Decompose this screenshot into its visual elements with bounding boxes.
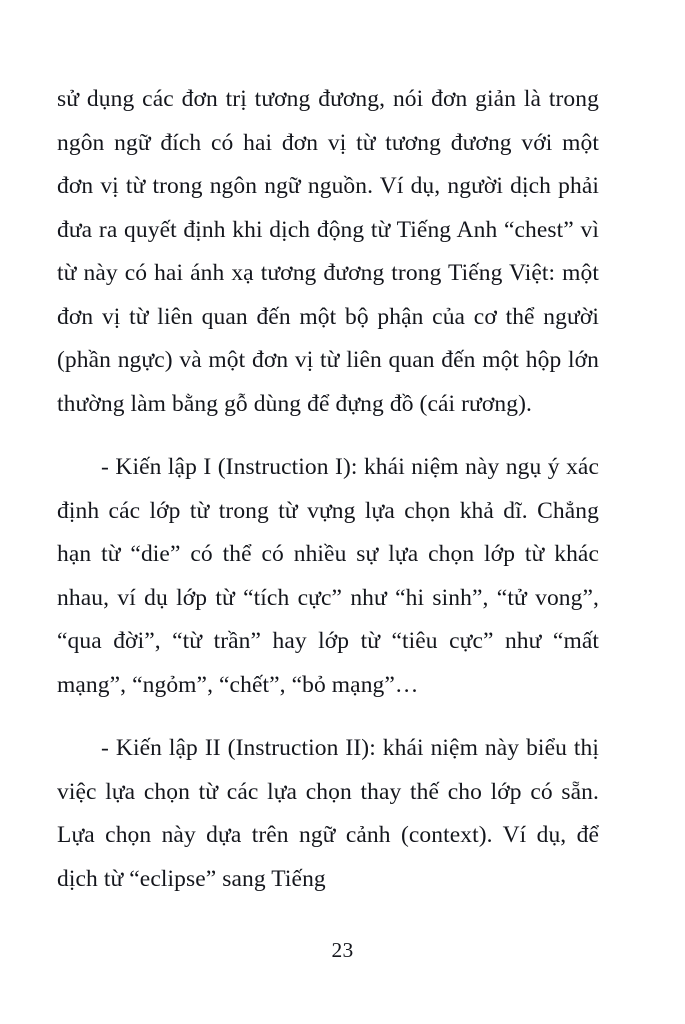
paragraph: - Kiến lập I (Instruction I): khái niệm này ngụ ý xác định các lớp từ trong từ vựng lựa chọn khả dĩ. Chẳng hạn từ “die” có thể có nhiều sự lựa chọn lớp từ khác nhau, ví dụ lớp từ “tích cực” như “hi sinh”, “tử vong”, “qua đời”, “từ trần” hay lớp từ “tiêu cực” như “mất mạng”, “ngỏm”, “chết”, “bỏ mạng”… [57, 454, 599, 698]
page-body [57, 78, 599, 901]
page-number: 23 [331, 938, 354, 962]
paragraph: sử dụng các đơn trị tương đương, nói đơn giản là trong ngôn ngữ đích có hai đơn vị từ tương đương với một đơn vị từ trong ngôn ngữ nguồn. Ví dụ, người dịch phải đưa ra quyết định khi dịch động từ Tiếng Anh “chest” vì từ này có hai ánh xạ tương đương trong Tiếng Việt: một đơn vị từ liên quan đến một bộ phận của cơ thể người (phần ngực) và một đơn vị từ liên quan đến một hộp lớn thường làm bằng gỗ dùng để đựng đồ (cái rương). [57, 86, 599, 417]
paragraph: - Kiến lập II (Instruction II): khái niệm này biểu thị việc lựa chọn từ các lựa chọn thay thế cho lớp có sẵn. Lựa chọn này dựa trên ngữ cảnh (context). Ví dụ, để dịch từ “eclipse” sang Tiếng [57, 735, 599, 892]
